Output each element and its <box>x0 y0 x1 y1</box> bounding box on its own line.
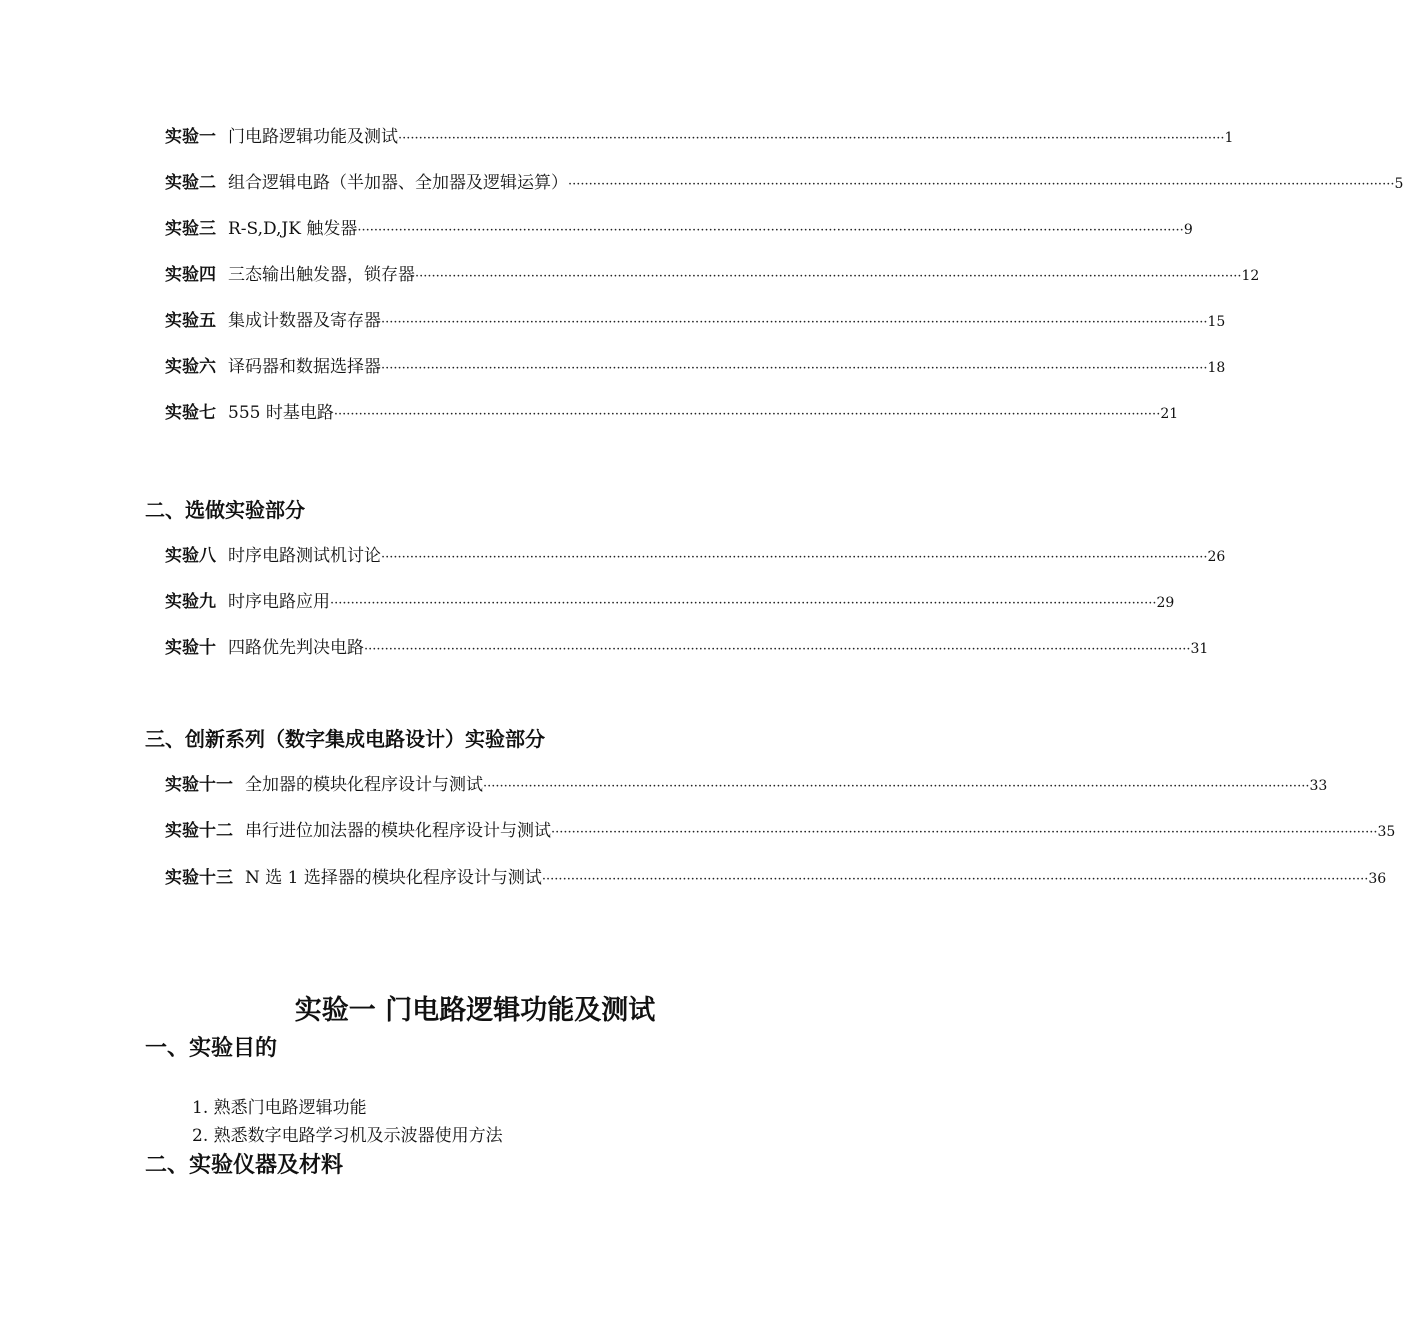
toc-entry-6[interactable] <box>165 354 1226 380</box>
toc-entry-label: 实验四 <box>165 265 216 285</box>
toc-entry-label: 实验七 <box>165 403 216 423</box>
toc-entry-page: 36 <box>1368 871 1387 887</box>
toc-entry-page: 35 <box>1377 824 1396 840</box>
objective-item-2: 2. 熟悉数字电路学习机及示波器使用方法 <box>192 1126 503 1146</box>
toc-entry-page: 29 <box>1156 595 1175 611</box>
toc-entry-title: 555 时基电路 <box>228 403 334 423</box>
toc-entry-title: N 选 1 选择器的模块化程序设计与测试 <box>245 868 542 888</box>
toc-entry-title: 集成计数器及寄存器 <box>228 311 381 331</box>
toc-section-heading-innovation: 三、创新系列（数字集成电路设计）实验部分 <box>145 727 545 751</box>
toc-entry-page: 9 <box>1183 222 1193 238</box>
section-heading-objectives: 一、实验目的 <box>145 1036 278 1061</box>
toc-entry-4[interactable] <box>165 262 1260 288</box>
toc-entry-label: 实验六 <box>165 357 216 377</box>
objective-item-1: 1. 熟悉门电路逻辑功能 <box>192 1098 367 1118</box>
toc-leader-dots: ········································································································································································································ <box>330 596 1157 611</box>
toc-leader-dots: ········································································································································································································ <box>364 642 1191 657</box>
toc-entry-label: 实验五 <box>165 311 216 331</box>
toc-entry-page: 5 <box>1394 176 1403 192</box>
toc-leader-dots: ········································································································································································································ <box>568 177 1395 192</box>
toc-entry-label: 实验十二 <box>165 821 233 841</box>
toc-entry-title: 门电路逻辑功能及测试 <box>228 127 398 147</box>
toc-leader-dots: ········································································································································································································ <box>381 315 1208 330</box>
toc-entry-title: 全加器的模块化程序设计与测试 <box>245 775 483 795</box>
toc-entry-label: 实验十三 <box>165 868 233 888</box>
toc-entry-label: 实验三 <box>165 219 216 239</box>
toc-entry-12[interactable] <box>165 818 1396 844</box>
toc-entry-title: 串行进位加法器的模块化程序设计与测试 <box>245 821 551 841</box>
toc-entry-13[interactable] <box>165 865 1387 891</box>
toc-entry-5[interactable] <box>165 308 1226 334</box>
toc-entry-7[interactable] <box>165 400 1179 426</box>
toc-entry-label: 实验二 <box>165 173 216 193</box>
toc-leader-dots: ········································································································································································································ <box>381 361 1208 376</box>
toc-entry-page: 21 <box>1160 406 1179 422</box>
toc-entry-title: 组合逻辑电路（半加器、全加器及逻辑运算） <box>228 173 568 193</box>
toc-entry-1[interactable] <box>165 124 1234 150</box>
toc-entry-title: 时序电路测试机讨论 <box>228 546 381 566</box>
toc-leader-dots: ········································································································································································································ <box>415 269 1242 284</box>
toc-leader-dots: ········································································································································································································ <box>381 550 1208 565</box>
toc-entry-title: R-S,D,JK 触发器 <box>228 219 358 239</box>
chapter-title: 实验一 门电路逻辑功能及测试 <box>294 995 656 1026</box>
toc-leader-dots: ········································································································································································································ <box>333 407 1161 422</box>
toc-entry-3[interactable] <box>165 216 1193 242</box>
toc-entry-2[interactable] <box>165 170 1403 196</box>
section-heading-instruments: 二、实验仪器及材料 <box>145 1153 344 1178</box>
toc-leader-dots: ········································································································································································································ <box>483 779 1310 794</box>
toc-leader-dots: ········································································································································································································ <box>398 131 1225 146</box>
toc-entry-title: 四路优先判决电路 <box>228 638 364 658</box>
toc-entry-label: 实验八 <box>165 546 216 566</box>
toc-entry-label: 实验十一 <box>165 775 233 795</box>
toc-entry-title: 时序电路应用 <box>228 592 330 612</box>
toc-entry-page: 15 <box>1207 314 1226 330</box>
toc-entry-title: 译码器和数据选择器 <box>228 357 381 377</box>
toc-entry-label: 实验九 <box>165 592 216 612</box>
toc-entry-9[interactable] <box>165 589 1175 615</box>
toc-entry-title: 三态输出触发器，锁存器 <box>228 265 415 285</box>
toc-leader-dots: ········································································································································································································ <box>357 223 1184 238</box>
toc-entry-page: 26 <box>1207 549 1226 565</box>
toc-section-heading-optional: 二、选做实验部分 <box>145 498 305 522</box>
toc-entry-label: 实验十 <box>165 638 216 658</box>
toc-entry-11[interactable] <box>165 772 1328 798</box>
toc-entry-page: 1 <box>1224 130 1234 146</box>
toc-leader-dots: ········································································································································································································ <box>541 872 1369 887</box>
toc-entry-10[interactable] <box>165 635 1209 661</box>
toc-leader-dots: ········································································································································································································ <box>551 825 1378 840</box>
toc-entry-page: 31 <box>1190 641 1209 657</box>
toc-entry-label: 实验一 <box>165 127 216 147</box>
toc-entry-page: 18 <box>1207 360 1226 376</box>
toc-entry-page: 12 <box>1241 268 1260 284</box>
toc-entry-page: 33 <box>1309 778 1328 794</box>
toc-entry-8[interactable] <box>165 543 1226 569</box>
